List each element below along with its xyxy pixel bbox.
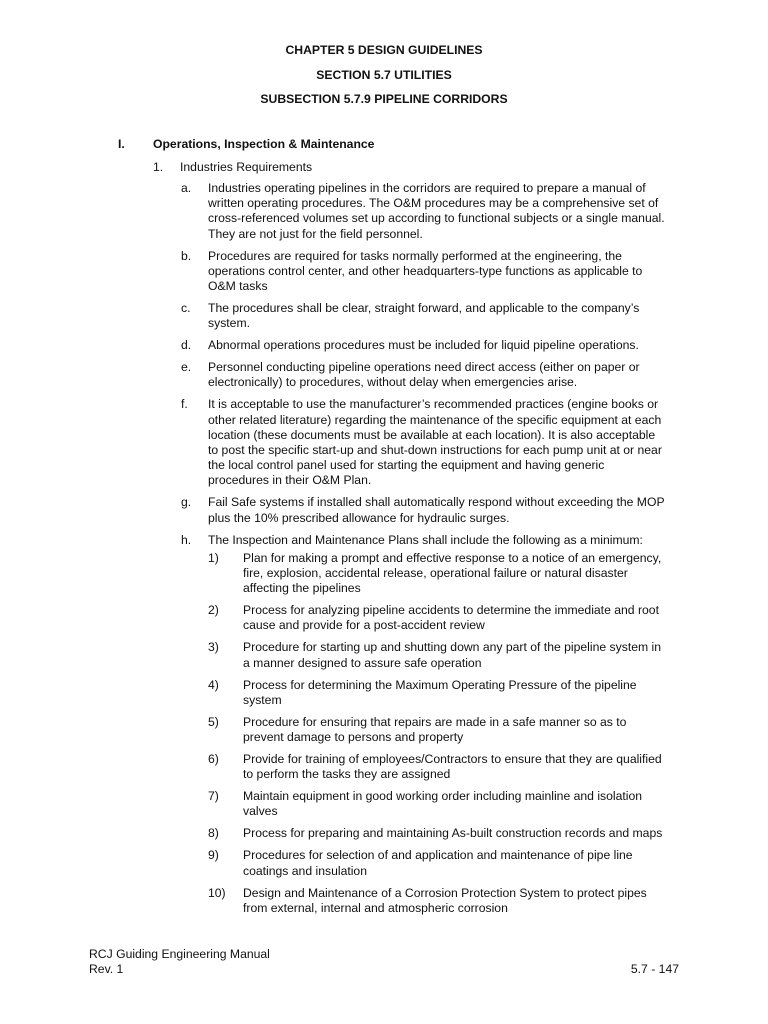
sub-list-item-text: Procedures for selection of and application and maintenance of pipe line coatings and insulation bbox=[243, 848, 633, 878]
sub-list-item-text: Maintain equipment in good working order including mainline and isolation valves bbox=[243, 789, 643, 819]
sub-list-item bbox=[208, 789, 666, 819]
page-number: 5.7 - 147 bbox=[630, 962, 679, 977]
sub-list-item-label: 5) bbox=[208, 714, 219, 729]
list-item bbox=[181, 495, 666, 525]
subsection-title: SUBSECTION 5.7.9 PIPELINE CORRIDORS bbox=[260, 92, 508, 106]
plan-requirements-list bbox=[208, 551, 666, 916]
section-number: I. bbox=[118, 137, 125, 151]
list-item bbox=[181, 249, 666, 295]
list-item-text: Abnormal operations procedures must be included for liquid pipeline operations. bbox=[208, 338, 639, 353]
list-item-label: a. bbox=[181, 181, 192, 195]
list-item-label: f. bbox=[181, 397, 188, 412]
sub-list-item-text: Plan for making a prompt and effective response to a notice of an emergency, fire, explosion, accidental release, operational failure or natural disaster affecting the pipelines bbox=[243, 550, 662, 596]
sub-list-item-text: Process for analyzing pipeline accidents to determine the immediate and root cause and provide for a post-accident review bbox=[243, 603, 659, 633]
list-item bbox=[181, 181, 666, 242]
list-item bbox=[181, 360, 666, 390]
sub-list-item-label: 7) bbox=[208, 789, 219, 804]
list-item bbox=[181, 301, 666, 331]
sub-list-item-label: 2) bbox=[208, 603, 219, 618]
sub-list-item bbox=[208, 678, 666, 708]
sub-list-item bbox=[208, 603, 666, 633]
page-footer bbox=[89, 947, 679, 977]
list-item-text: Industries operating pipelines in the corridors are required to prepare a manual of written operating procedures. The O&M procedures may be a comprehensive set of cross-referenced volumes set up according to functional subjects or a single manual. They are not just for the field personnel. bbox=[208, 181, 665, 241]
sub-list-item-label: 4) bbox=[208, 677, 219, 692]
list-item-label: g. bbox=[181, 495, 192, 510]
list-item-text: Fail Safe systems if installed shall automatically respond without exceeding the MOP plus the 10% prescribed allowance for hydraulic surges. bbox=[208, 495, 665, 525]
sub-list-item bbox=[208, 826, 666, 841]
sub-list-item-label: 1) bbox=[208, 550, 219, 565]
list-item bbox=[181, 397, 666, 488]
sub-list-item-label: 3) bbox=[208, 640, 219, 655]
list-item-text: Personnel conducting pipeline operations need direct access (either on paper or electronically) to procedures, without delay when emergencies arise. bbox=[208, 360, 640, 390]
sub-list-item-label: 6) bbox=[208, 752, 219, 767]
list-item-text: The procedures shall be clear, straight forward, and applicable to the company’s system. bbox=[208, 301, 640, 331]
list-item-text: It is acceptable to use the manufacturer’s recommended practices (engine books or other related literature) regarding the maintenance of the specific equipment at each location (these documents must be available at each location). It is also acceptable to post the specific start-up and shut-down instructions for each pump unit at or near the local control panel used for starting the equipment and having generic procedures in their O&M Plan. bbox=[208, 397, 662, 488]
list-item-text: Procedures are required for tasks normally performed at the engineering, the operations control center, and other headquarters-type functions as applicable to O&M tasks bbox=[208, 248, 643, 294]
list-item bbox=[181, 533, 666, 923]
subsection-number: 1. bbox=[153, 160, 164, 174]
list-item-label: d. bbox=[181, 338, 192, 353]
subsection-heading-text: Industries Requirements bbox=[180, 160, 313, 174]
section-heading-text: Operations, Inspection & Maintenance bbox=[153, 137, 375, 151]
sub-list-item bbox=[208, 848, 666, 878]
list-item-label: h. bbox=[181, 532, 192, 547]
requirements-list bbox=[181, 181, 666, 930]
sub-list-item-text: Process for determining the Maximum Operating Pressure of the pipeline system bbox=[243, 677, 637, 707]
list-item-label: c. bbox=[181, 301, 191, 316]
sub-list-item-text: Procedure for starting up and shutting down any part of the pipeline system in a manner designed to assure safe operation bbox=[243, 640, 662, 670]
sub-list-item-text: Design and Maintenance of a Corrosion Protection System to protect pipes from external, internal and atmospheric corrosion bbox=[243, 885, 647, 915]
sub-list-item-text: Procedure for ensuring that repairs are made in a safe manner so as to prevent damage to persons and property bbox=[243, 714, 627, 745]
chapter-title: CHAPTER 5 DESIGN GUIDELINES bbox=[285, 43, 483, 57]
sub-list-item-text: Process for preparing and maintaining As-built construction records and maps bbox=[243, 826, 663, 841]
sub-list-item-label: 9) bbox=[208, 848, 219, 863]
sub-list-item-label: 8) bbox=[208, 826, 219, 841]
list-item-body bbox=[208, 533, 666, 923]
section-heading bbox=[118, 137, 374, 152]
sub-list-item bbox=[208, 752, 666, 782]
sub-list-item bbox=[208, 715, 666, 745]
sub-list-item-label: 10) bbox=[208, 885, 226, 900]
footer-manual-name: RCJ Guiding Engineering Manual bbox=[89, 947, 270, 961]
sub-list-item bbox=[208, 886, 666, 916]
footer-row bbox=[89, 962, 679, 977]
footer-revision: Rev. 1 bbox=[89, 962, 124, 977]
list-item-label: e. bbox=[181, 360, 192, 375]
section-title: SECTION 5.7 UTILITIES bbox=[316, 67, 452, 82]
sub-list-item-text: Provide for training of employees/Contractors to ensure that they are qualified to perform the tasks they are assigned bbox=[243, 752, 662, 782]
subsection-heading bbox=[153, 160, 312, 175]
sub-list-item bbox=[208, 640, 666, 670]
document-header bbox=[0, 43, 768, 117]
list-item-text: The Inspection and Maintenance Plans shall include the following as a minimum: bbox=[208, 532, 643, 547]
list-item bbox=[181, 338, 666, 353]
list-item-label: b. bbox=[181, 248, 192, 263]
sub-list-item bbox=[208, 551, 666, 597]
